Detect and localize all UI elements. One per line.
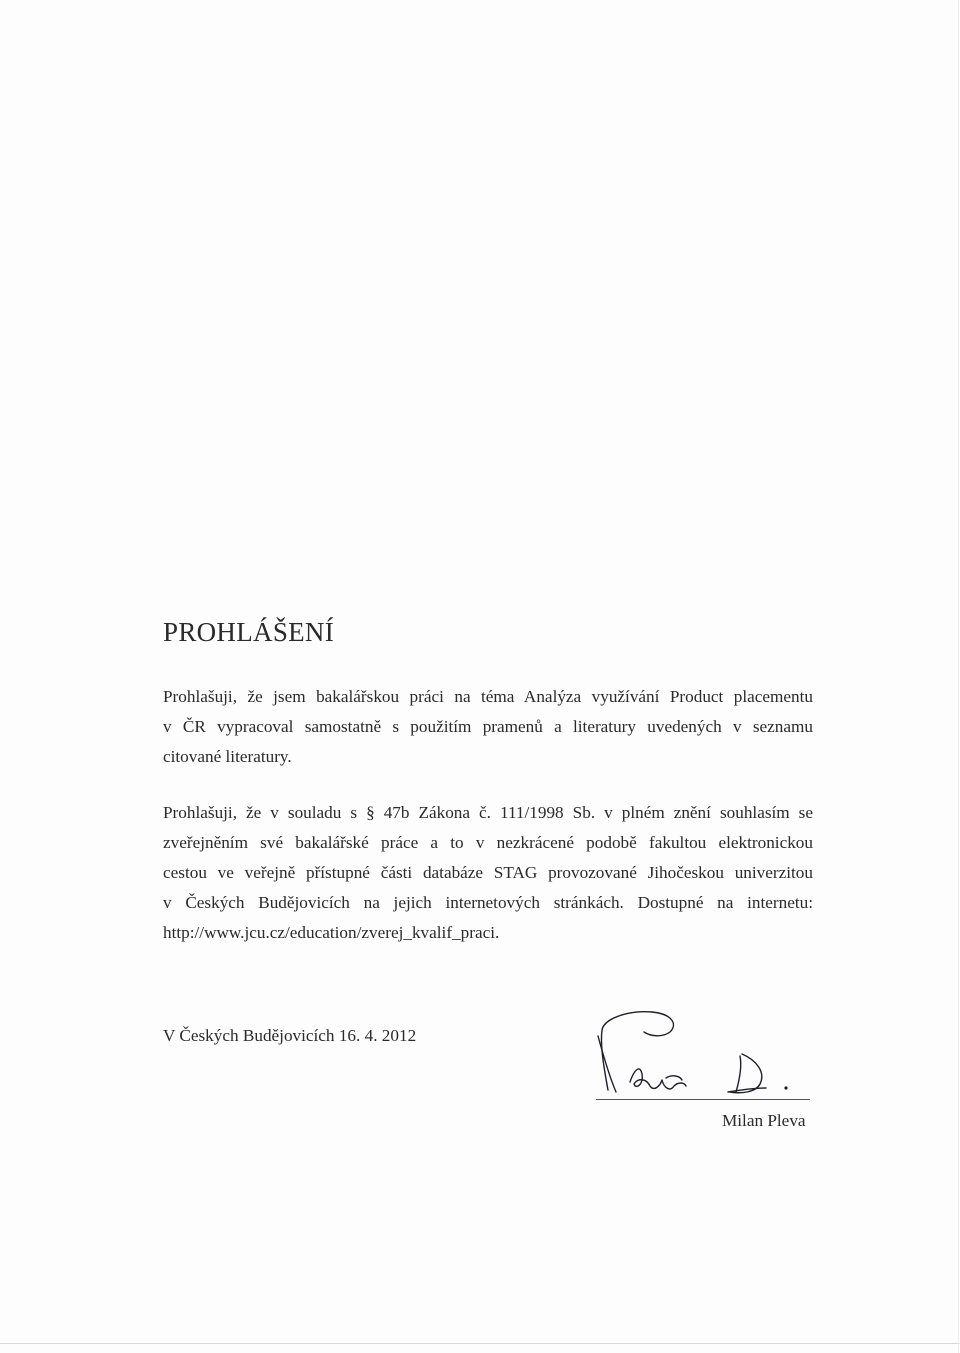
paragraph-2-line-3: cestou ve veřejně přístupné části databáze STAG provozované Jihočeskou univerzitou bbox=[163, 863, 813, 882]
scan-edge-divider bbox=[0, 1343, 960, 1344]
page-title: PROHLÁŠENÍ bbox=[163, 617, 335, 647]
declaration-paragraph-2 bbox=[163, 798, 813, 948]
paragraph-2-line-5: http://www.jcu.cz/education/zverej_kvalif_praci. bbox=[163, 923, 500, 942]
paragraph-2-line-2: zveřejněním své bakalářské práce a to v nezkrácené podobě fakultou elektronickou bbox=[163, 833, 813, 852]
signature-line bbox=[596, 1099, 810, 1100]
paragraph-1-line-3: citované literatury. bbox=[163, 747, 292, 766]
place-and-date: V Českých Budějovicích 16. 4. 2012 bbox=[163, 1026, 417, 1045]
paragraph-1-line-1: Prohlašuji, že jsem bakalářskou práci na téma Analýza využívání Product placementu bbox=[163, 687, 813, 706]
signer-name: Milan Pleva bbox=[722, 1111, 806, 1130]
scan-edge-right bbox=[958, 0, 959, 1353]
paragraph-2-line-4: v Českých Budějovicích na jejich internetových stránkách. Dostupné na internetu: bbox=[163, 893, 813, 912]
declaration-paragraph-1 bbox=[163, 682, 813, 772]
paragraph-1-line-2: v ČR vypracoval samostatně s použitím pramenů a literatury uvedených v seznamu bbox=[163, 717, 813, 736]
paragraph-2-line-1: Prohlašuji, že v souladu s § 47b Zákona č. 111/1998 Sb. v plném znění souhlasím se bbox=[163, 803, 813, 822]
handwritten-signature bbox=[590, 1008, 810, 1098]
